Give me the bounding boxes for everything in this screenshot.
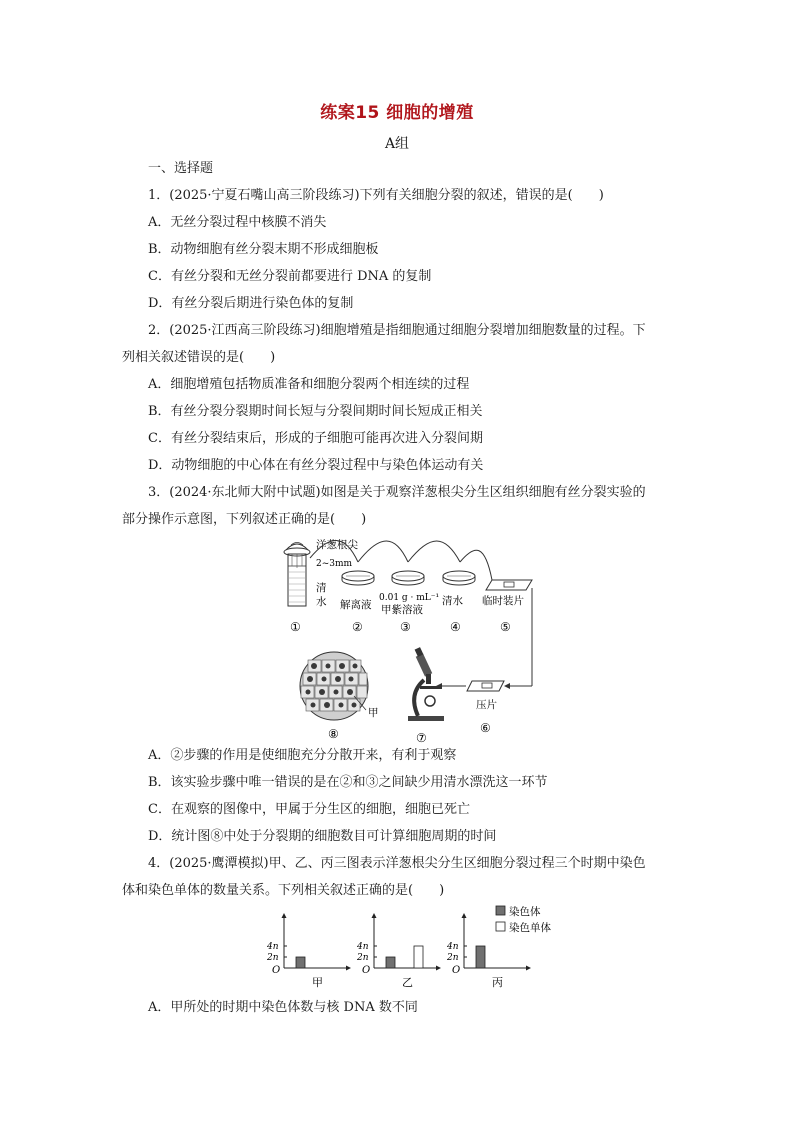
root-length-label: 2~3mm bbox=[316, 559, 353, 569]
origin-label-3: O bbox=[452, 965, 461, 976]
panel-label-2: 乙 bbox=[402, 976, 413, 989]
page-title: 练案15 细胞的增殖 bbox=[320, 103, 474, 123]
question-2-option-d: D．动物细胞的中心体在有丝分裂过程中与染色体运动有关 bbox=[148, 458, 484, 473]
question-3-option-d: D．统计图⑧中处于分裂期的细胞数目可计算细胞周期的时间 bbox=[148, 829, 497, 844]
step-number-8: ⑧ bbox=[328, 727, 339, 741]
rinse-dish bbox=[443, 571, 475, 585]
bar-chromatid-2 bbox=[414, 946, 423, 968]
concentration-label: 0.01 g · mL⁻¹ bbox=[379, 593, 440, 603]
step-number-5: ⑤ bbox=[500, 620, 511, 634]
step-number-6: ⑥ bbox=[480, 721, 491, 735]
question-1-option-b: B．动物细胞有丝分裂末期不形成细胞板 bbox=[148, 242, 379, 257]
question-4-option-a: A．甲所处的时期中染色体数与核 DNA 数不同 bbox=[148, 1000, 418, 1015]
tick-label-2n-3: 2n bbox=[447, 953, 459, 963]
temporary-slide-label: 临时装片 bbox=[482, 595, 524, 607]
slide-step-5 bbox=[486, 580, 532, 590]
question-2-stem-line2: 列相关叙述错误的是( ) bbox=[122, 350, 276, 365]
root-tip-label: 洋葱根尖 bbox=[316, 539, 358, 551]
group-label: A组 bbox=[384, 136, 410, 152]
y-axis-arrow-1 bbox=[282, 913, 287, 918]
question-2-stem-line1: 2．(2025·江西高三阶段练习)细胞增殖是指细胞通过细胞分裂增加细胞数量的过程。下 bbox=[148, 323, 646, 338]
step-number-4: ④ bbox=[450, 620, 461, 634]
step-number-2: ② bbox=[352, 620, 363, 634]
question-2-option-a: A．细胞增殖包括物质准备和细胞分裂两个相连续的过程 bbox=[148, 377, 470, 392]
water-label-1: 清 bbox=[316, 582, 327, 594]
question-1-option-c: C．有丝分裂和无丝分裂前都要进行 DNA 的复制 bbox=[148, 269, 432, 284]
legend-swatch-chromosome bbox=[496, 906, 505, 915]
question-4-stem-line1: 4．(2025·鹰潭模拟)甲、乙、丙三图表示洋葱根尖分生区细胞分裂过程三个时期中染色 bbox=[148, 856, 646, 871]
panel-label-3: 丙 bbox=[492, 976, 503, 989]
panel-label-1: 甲 bbox=[312, 976, 323, 989]
question-3-option-c: C．在观察的图像中，甲属于分生区的细胞，细胞已死亡 bbox=[148, 802, 470, 817]
slide-step-6 bbox=[467, 681, 504, 691]
stain-dish bbox=[392, 571, 424, 585]
tick-label-4n-2: 4n bbox=[357, 942, 369, 952]
origin-label-2: O bbox=[362, 965, 371, 976]
beaker-step bbox=[284, 543, 310, 607]
chromosome-bar-charts bbox=[262, 904, 562, 990]
question-1-stem: 1．(2025·宁夏石嘴山高三阶段练习)下列有关细胞分裂的叙述，错误的是( ) bbox=[148, 188, 604, 203]
experiment-procedure-figure bbox=[270, 536, 540, 744]
microscope-icon bbox=[408, 647, 444, 721]
origin-label-1: O bbox=[272, 965, 281, 976]
press-slide-label: 压片 bbox=[476, 699, 497, 711]
bar-chromosome-1 bbox=[296, 957, 305, 968]
question-1-option-a: A．无丝分裂过程中核膜不消失 bbox=[148, 215, 327, 230]
x-axis-arrow-2 bbox=[436, 966, 441, 971]
bar-chromosome-2 bbox=[386, 957, 395, 968]
bar-chromosome-3 bbox=[476, 946, 485, 968]
tick-label-2n-2: 2n bbox=[357, 953, 369, 963]
step-number-3: ③ bbox=[400, 620, 411, 634]
question-4-stem-line2: 体和染色单体的数量关系。下列相关叙述正确的是( ) bbox=[122, 883, 445, 898]
rinse-label: 清水 bbox=[442, 595, 463, 607]
step-number-1: ① bbox=[290, 620, 301, 634]
y-axis-arrow-3 bbox=[462, 913, 467, 918]
legend-swatch-chromatid bbox=[496, 922, 505, 931]
step-number-7: ⑦ bbox=[416, 731, 427, 744]
question-3-option-b: B．该实验步骤中唯一错误的是在②和③之间缺少用清水漂洗这一环节 bbox=[148, 775, 548, 790]
water-label-2: 水 bbox=[316, 596, 327, 608]
stain-label: 甲紫溶液 bbox=[381, 604, 423, 616]
question-2-option-b: B．有丝分裂分裂期时间长短与分裂间期时间长短成正相关 bbox=[148, 404, 483, 419]
tick-label-2n-1: 2n bbox=[267, 953, 279, 963]
dissociation-label: 解离液 bbox=[340, 599, 372, 611]
micrograph-image bbox=[300, 652, 368, 720]
dissociation-dish bbox=[342, 571, 374, 585]
x-axis-arrow-1 bbox=[346, 966, 351, 971]
question-3-stem-line1: 3．(2024·东北师大附中试题)如图是关于观察洋葱根尖分生区组织细胞有丝分裂实验的 bbox=[148, 485, 646, 500]
legend-label-chromatid: 染色单体 bbox=[509, 922, 551, 934]
tick-label-4n-1: 4n bbox=[267, 942, 279, 952]
y-axis-arrow-2 bbox=[372, 913, 377, 918]
question-3-option-a: A．②步骤的作用是使细胞充分分散开来，有利于观察 bbox=[148, 748, 457, 763]
question-3-stem-line2: 部分操作示意图，下列叙述正确的是( ) bbox=[122, 512, 367, 527]
legend-label-chromosome: 染色体 bbox=[509, 906, 541, 918]
x-axis-arrow-3 bbox=[526, 966, 531, 971]
tick-label-4n-3: 4n bbox=[447, 942, 459, 952]
section-heading: 一、选择题 bbox=[148, 161, 214, 176]
cell-jia-label: 甲 bbox=[368, 707, 379, 719]
question-2-option-c: C．有丝分裂结束后，形成的子细胞可能再次进入分裂间期 bbox=[148, 431, 483, 446]
question-1-option-d: D．有丝分裂后期进行染色体的复制 bbox=[148, 296, 354, 311]
